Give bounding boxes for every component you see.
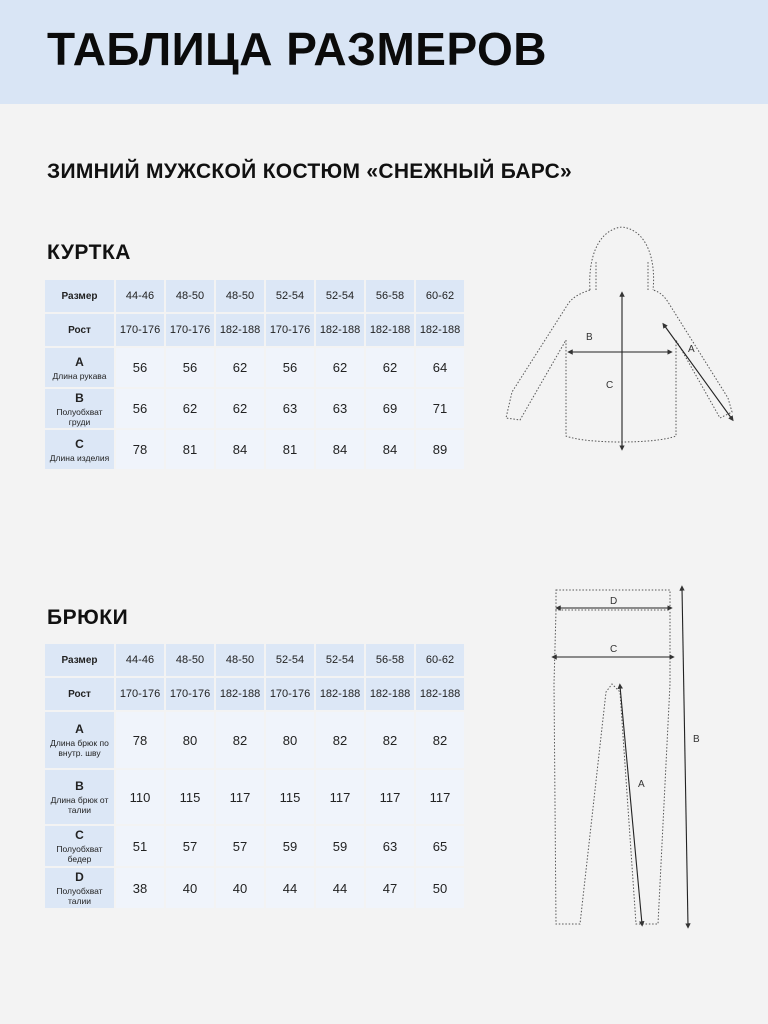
value-cell: 44 (316, 868, 364, 908)
pants-height-cell: 182-188 (316, 678, 364, 710)
measure-letter: B (75, 390, 84, 405)
value-cell: 40 (166, 868, 214, 908)
value-cell: 115 (166, 770, 214, 824)
value-cell: 50 (416, 868, 464, 908)
measure-desc: Длина изделия (49, 452, 110, 463)
pants-row-label (45, 712, 114, 768)
value-cell: 51 (116, 826, 164, 866)
jacket-height-row (45, 314, 464, 346)
pants-row-b (45, 770, 464, 824)
pants-row-c (45, 826, 464, 866)
pants-size-cell: 48-50 (166, 644, 214, 676)
value-cell: 38 (116, 868, 164, 908)
jacket-height-cell: 182-188 (366, 314, 414, 346)
value-cell: 89 (416, 430, 464, 469)
value-cell: 110 (116, 770, 164, 824)
value-cell: 117 (416, 770, 464, 824)
value-cell: 117 (366, 770, 414, 824)
jacket-size-cell: 44-46 (116, 280, 164, 312)
measure-letter: C (75, 436, 84, 451)
jacket-height-cell: 170-176 (116, 314, 164, 346)
jacket-outline (506, 227, 732, 442)
measure-desc: Полуобхват талии (56, 886, 103, 906)
jacket-height-cell: 170-176 (166, 314, 214, 346)
value-cell: 59 (316, 826, 364, 866)
pants-size-table (43, 642, 466, 910)
pants-height-cell: 182-188 (416, 678, 464, 710)
pants-height-label: Рост (45, 678, 114, 710)
pants-outline (554, 590, 670, 924)
jacket-size-table (43, 278, 466, 471)
jacket-row-a (45, 348, 464, 387)
jacket-diagram (496, 222, 742, 454)
pants-size-cell: 44-46 (116, 644, 164, 676)
value-cell: 56 (116, 348, 164, 387)
pants-row-d (45, 868, 464, 908)
value-cell: 82 (316, 712, 364, 768)
measure-letter: C (75, 828, 84, 842)
pants-row-label (45, 868, 114, 908)
jacket-size-cell: 52-54 (266, 280, 314, 312)
value-cell: 115 (266, 770, 314, 824)
pants-height-row (45, 678, 464, 710)
jacket-label-c: C (606, 380, 614, 391)
value-cell: 84 (216, 430, 264, 469)
value-cell: 57 (166, 826, 214, 866)
pants-size-label: Размер (45, 644, 114, 676)
value-cell: 56 (116, 389, 164, 428)
value-cell: 63 (266, 389, 314, 428)
value-cell: 71 (416, 389, 464, 428)
value-cell: 82 (366, 712, 414, 768)
pants-measure-lines (554, 588, 688, 926)
measure-desc: Полуобхват бедер (56, 844, 103, 864)
pants-inseam-arrow (620, 686, 642, 924)
page-title: ТАБЛИЦА РАЗМЕРОВ (47, 23, 548, 75)
value-cell: 117 (316, 770, 364, 824)
measure-letter: B (75, 779, 84, 793)
measure-letter: A (75, 354, 84, 369)
jacket-size-label: Размер (45, 280, 114, 312)
jacket-height-cell: 182-188 (416, 314, 464, 346)
jacket-row-label (45, 389, 114, 428)
pants-size-cell: 56-58 (366, 644, 414, 676)
value-cell: 81 (266, 430, 314, 469)
value-cell: 82 (416, 712, 464, 768)
jacket-size-cell: 52-54 (316, 280, 364, 312)
jacket-row-label (45, 348, 114, 387)
jacket-height-cell: 170-176 (266, 314, 314, 346)
measure-letter: A (75, 722, 84, 736)
pants-label-c: C (610, 644, 618, 655)
value-cell: 63 (316, 389, 364, 428)
measure-desc: Длина брюк от талии (50, 795, 109, 815)
value-cell: 65 (416, 826, 464, 866)
value-cell: 80 (266, 712, 314, 768)
value-cell: 56 (266, 348, 314, 387)
pants-row-label (45, 770, 114, 824)
jacket-row-label (45, 430, 114, 469)
jacket-label-b: B (586, 332, 593, 343)
jacket-sleeve-arrow (664, 325, 732, 419)
pants-row-a (45, 712, 464, 768)
pants-length-arrow (682, 588, 688, 926)
jacket-measure-lines (570, 294, 732, 448)
jacket-size-cell: 56-58 (366, 280, 414, 312)
value-cell: 44 (266, 868, 314, 908)
measure-desc: Длина брюк по внутр. шву (50, 738, 109, 758)
jacket-section-title: КУРТКА (47, 241, 131, 264)
value-cell: 62 (166, 389, 214, 428)
measure-desc: Длина рукава (52, 370, 107, 381)
value-cell: 62 (216, 348, 264, 387)
jacket-label-a: A (688, 344, 695, 355)
value-cell: 84 (366, 430, 414, 469)
pants-label-b: B (693, 734, 700, 745)
measure-letter: D (75, 870, 84, 884)
pants-label-a: A (638, 779, 645, 790)
value-cell: 59 (266, 826, 314, 866)
value-cell: 63 (366, 826, 414, 866)
value-cell: 69 (366, 389, 414, 428)
value-cell: 57 (216, 826, 264, 866)
measure-desc: Полуобхват груди (56, 406, 103, 427)
value-cell: 47 (366, 868, 414, 908)
pants-size-row (45, 644, 464, 676)
pants-size-cell: 48-50 (216, 644, 264, 676)
jacket-size-cell: 60-62 (416, 280, 464, 312)
pants-height-cell: 170-176 (166, 678, 214, 710)
product-subtitle: ЗИМНИЙ МУЖСКОЙ КОСТЮМ «СНЕЖНЫЙ БАРС» (47, 160, 573, 183)
jacket-height-cell: 182-188 (216, 314, 264, 346)
jacket-height-label: Рост (45, 314, 114, 346)
pants-size-cell: 52-54 (316, 644, 364, 676)
pants-size-cell: 52-54 (266, 644, 314, 676)
value-cell: 82 (216, 712, 264, 768)
header-banner (0, 0, 768, 104)
pants-size-cell: 60-62 (416, 644, 464, 676)
pants-section-title: БРЮКИ (47, 606, 129, 629)
pants-label-d: D (610, 596, 618, 607)
pants-row-label (45, 826, 114, 866)
pants-diagram (544, 584, 714, 934)
value-cell: 40 (216, 868, 264, 908)
value-cell: 64 (416, 348, 464, 387)
jacket-row-c (45, 430, 464, 469)
jacket-size-cell: 48-50 (166, 280, 214, 312)
value-cell: 84 (316, 430, 364, 469)
pants-height-cell: 170-176 (116, 678, 164, 710)
pants-height-cell: 170-176 (266, 678, 314, 710)
jacket-height-cell: 182-188 (316, 314, 364, 346)
pants-height-cell: 182-188 (366, 678, 414, 710)
jacket-size-row (45, 280, 464, 312)
value-cell: 78 (116, 430, 164, 469)
pants-height-cell: 182-188 (216, 678, 264, 710)
value-cell: 62 (366, 348, 414, 387)
value-cell: 117 (216, 770, 264, 824)
value-cell: 81 (166, 430, 214, 469)
value-cell: 80 (166, 712, 214, 768)
value-cell: 62 (216, 389, 264, 428)
value-cell: 62 (316, 348, 364, 387)
value-cell: 56 (166, 348, 214, 387)
jacket-size-cell: 48-50 (216, 280, 264, 312)
value-cell: 78 (116, 712, 164, 768)
jacket-row-b (45, 389, 464, 428)
